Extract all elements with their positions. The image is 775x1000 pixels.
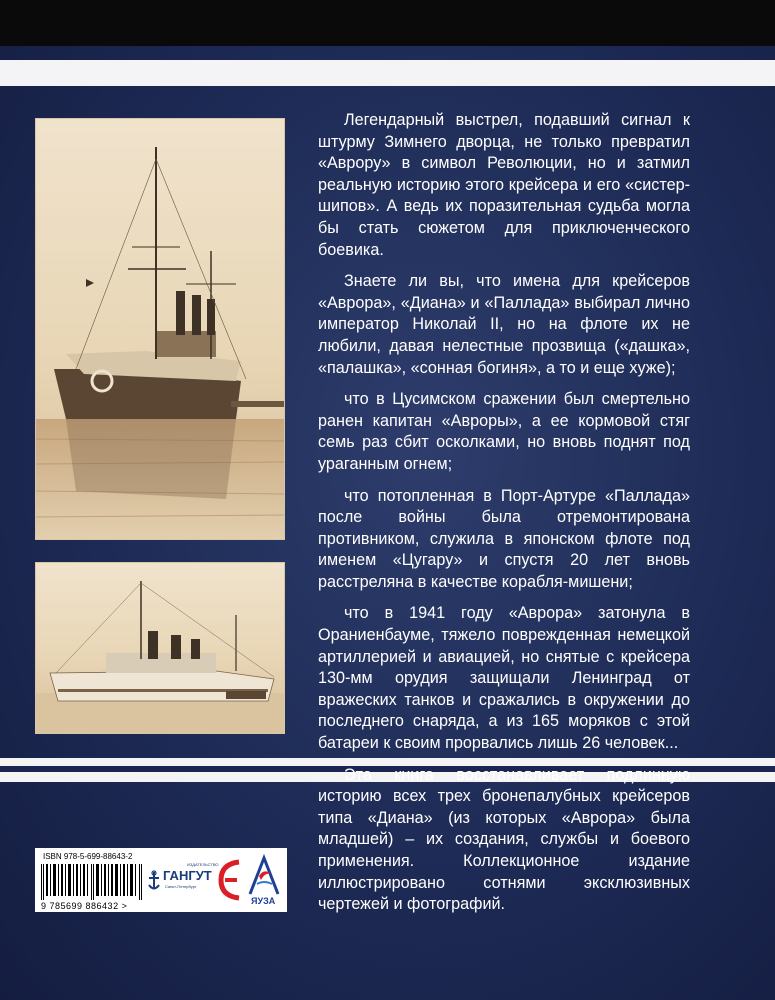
barcode-icon — [41, 864, 145, 900]
gangut-logo-text: ГАНГУТ — [163, 868, 212, 883]
cruiser-profile-illustration — [36, 563, 284, 733]
barcode-digits: 9 785699 886432 > — [41, 901, 128, 911]
paragraph-5: что в 1941 году «Аврора» затонула в Ораниенбауме, тяжело поврежденная немецкой артиллерией и авиацией, но снятые с крейсера 130-мм орудия защищали Ленинград от вражеских танков и сражались в окружении до последнего снаряда, а из 165 моряков с этой батареи к своим прорвались лишь 26 человек... — [318, 604, 690, 753]
barcode-panel — [35, 848, 287, 912]
yauza-logo-icon — [247, 854, 281, 896]
top-black-band — [0, 0, 775, 46]
paragraph-6: Эта книга восстанавливает подлинную историю всех трех бронепалубных крейсеров типа «Диана» (из которых «Аврора» была младшей) – их создания, службы и боевого применения. Коллекционное издание иллюстрировано сотнями эксклюзивных чертежей и фотографий. — [318, 765, 690, 914]
top-white-stripe — [0, 60, 775, 86]
cruiser-photo-bottom — [35, 562, 285, 734]
cruiser-photo-top — [35, 118, 285, 540]
gangut-anchor-icon — [147, 870, 161, 892]
isbn-label: ISBN 978-5-699-88643-2 — [43, 852, 133, 861]
gangut-city: Санкт-Петербург — [165, 884, 197, 889]
paragraph-2: Знаете ли вы, что имена для крейсеров «Аврора», «Диана» и «Паллада» выбирал лично император Николай II, но на флоте их не любили, давая нелестные прозвища («дашка», «палашка», «сонная богиня», а то и еще хуже); — [318, 272, 690, 377]
back-cover-text — [318, 110, 690, 926]
gangut-publisher-tag: ИЗДАТЕЛЬСТВО — [187, 862, 219, 867]
paragraph-3: что в Цусимском сражении был смертельно ранен капитан «Авроры», а ее кормовой стяг семь раз сбит осколками, но вновь поднят под ураганным огнем; — [318, 390, 690, 473]
paragraph-4: что потопленная в Порт-Артуре «Паллада» после войны была отремонтирована противником, служила в японском флоте под именем «Цугару» и спустя 20 лет вновь расстреляна в качестве корабля-мишени; — [318, 486, 690, 591]
paragraph-1: Легендарный выстрел, подавший сигнал к штурму Зимнего дворца, не только превратил «Аврору» в символ Революции, но и затмил реальную историю этого крейсера и его «систер-шипов». А ведь их поразительная судьба могла бы стать сюжетом для приключенческого боевика. — [318, 111, 690, 259]
cruiser-bow-illustration — [36, 119, 284, 539]
eksmo-logo-icon — [217, 856, 245, 904]
yauza-logo-text: ЯУЗА — [251, 896, 276, 906]
